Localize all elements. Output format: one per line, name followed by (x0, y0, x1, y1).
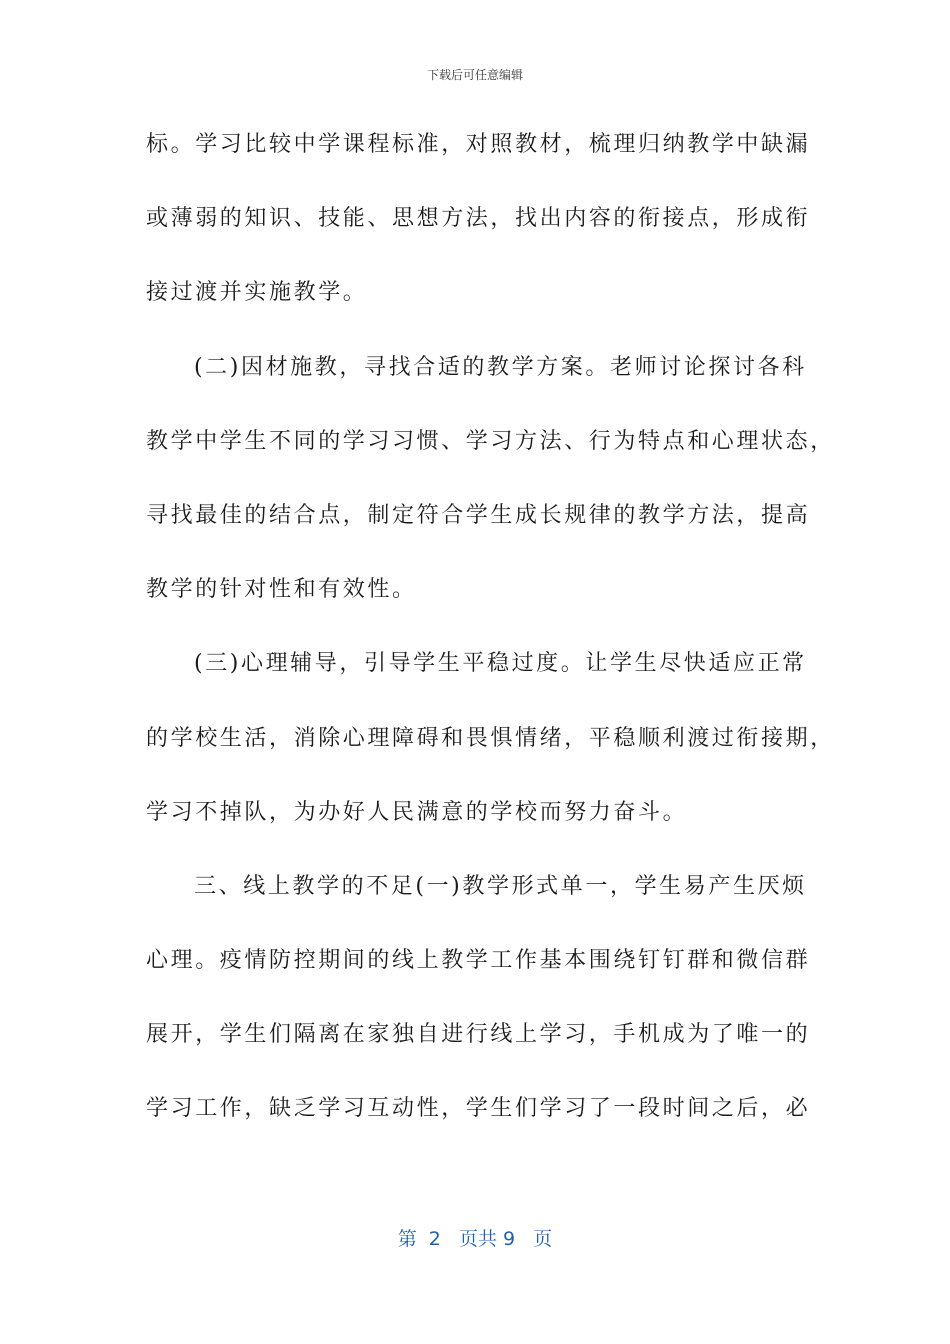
body-line: 学习不掉队，为办好人民满意的学校而努力奋斗。 (146, 799, 688, 825)
body-line: 教学的针对性和有效性。 (146, 577, 417, 603)
body-line: 心理。疫情防控期间的线上教学工作基本围绕钉钉群和微信群 (146, 948, 811, 974)
body-line: 接过渡并实施教学。 (146, 280, 368, 306)
body-line: 的学校生活，消除心理障碍和畏惧情绪，平稳顺利渡过衔接期， (146, 725, 835, 751)
body-line: 标。学习比较中学课程标准，对照教材，梳理归纳教学中缺漏 (146, 132, 811, 157)
body-line: 教学中学生不同的学习习惯、学习方法、行为特点和心理状态， (146, 428, 835, 454)
header-note: 下载后可任意编辑 (426, 68, 523, 82)
page-number: 第 2 页共 9 页 (397, 1228, 553, 1250)
body-line: 或薄弱的知识、技能、思想方法，找出内容的衔接点，形成衔 (146, 206, 811, 232)
body-line: 学习工作，缺乏学习互动性，学生们学习了一段时间之后，必 (146, 1096, 811, 1122)
body-line: (二)因材施教，寻找合适的教学方案。老师讨论探讨各科 (194, 354, 807, 380)
body-line: 三、线上教学的不足(一)教学形式单一，学生易产生厌烦 (194, 873, 807, 899)
body-line: 展开，学生们隔离在家独自进行线上学习，手机成为了唯一的 (146, 1022, 811, 1048)
body-line: (三)心理辅导，引导学生平稳过度。让学生尽快适应正常 (194, 651, 807, 677)
document-body (146, 108, 835, 1147)
body-line: 寻找最佳的结合点，制定符合学生成长规律的教学方法，提高 (146, 502, 811, 528)
